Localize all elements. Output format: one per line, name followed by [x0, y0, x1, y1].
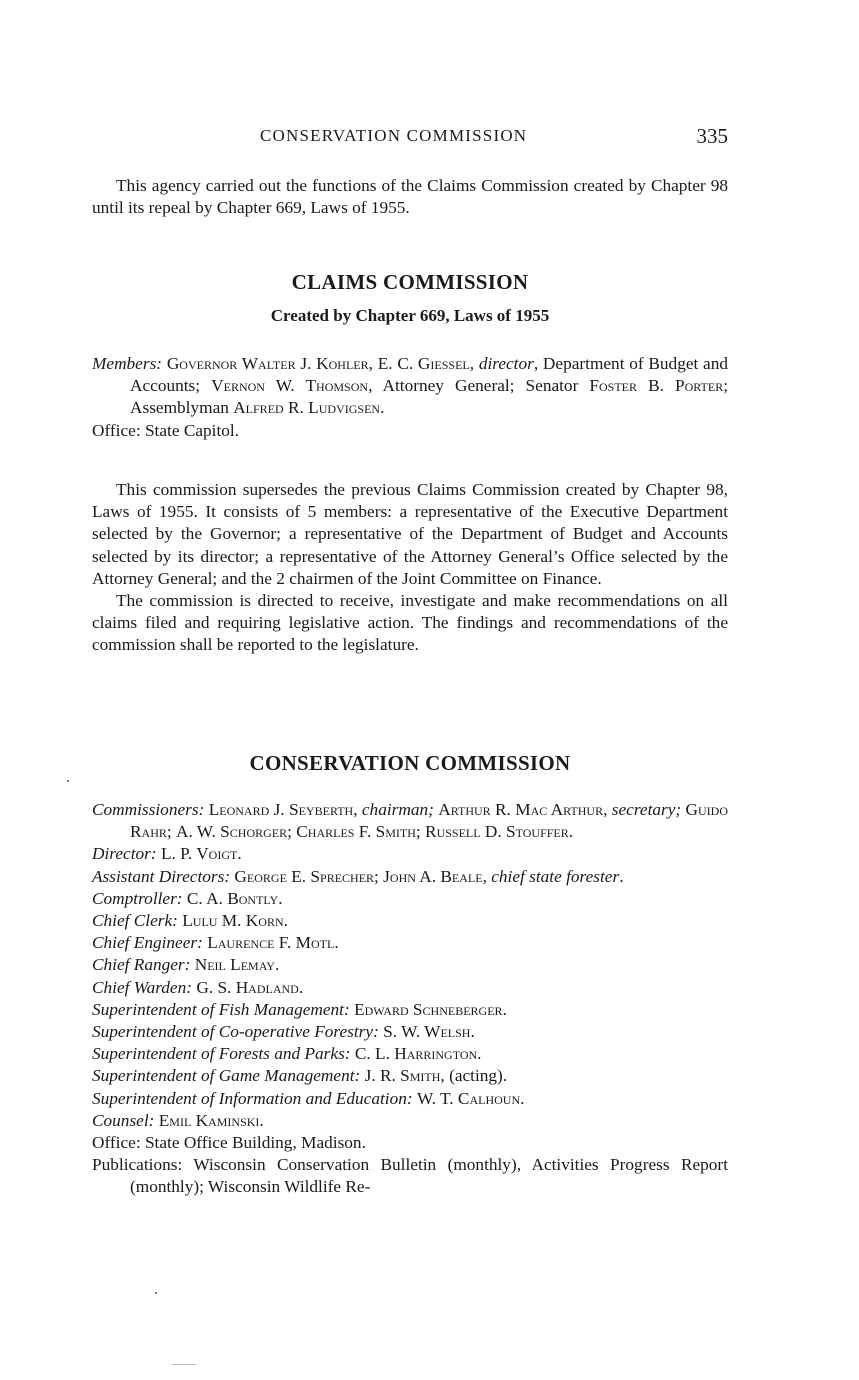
- official-name: C. A. Bontly: [186, 888, 279, 908]
- official-name: C. L. Harrington: [354, 1044, 478, 1064]
- assistant-directors-entry: [92, 866, 728, 888]
- separator: ,: [603, 800, 612, 819]
- claims-members-entry: [92, 353, 728, 420]
- separator: .: [568, 822, 574, 842]
- assistant-director-name: John A. Beale: [383, 866, 483, 886]
- assistant-director-title: chief state forester: [491, 866, 620, 886]
- separator: , Attorney General; Senator: [368, 376, 590, 396]
- official-name: W. T. Calhoun: [416, 1088, 521, 1108]
- commissioner-title: secretary;: [611, 800, 682, 819]
- page-number: 335: [696, 124, 728, 148]
- conservation-publications: Publications: Wisconsin Conservation Bulletin (monthly), Activities Progress Report (monthly); Wisconsin Wildlife Re-: [92, 1155, 728, 1197]
- separator: ,: [482, 866, 492, 886]
- claims-paragraph-2: The commission is directed to receive, investigate and make recommendations on all claims filed and requiring legislative action. The findings and recommendations of the commission shall be reported to the legislature.: [92, 591, 728, 655]
- claims-paragraph-1: This commission supersedes the previous Claims Commission created by Chapter 98, Laws of 1955. It consists of 5 members: a representative of the Executive Department selected by the Governor; a representative of the Department of Budget and Accounts selected by its director; a representative of the Attorney General’s Office selected by the Attorney General; and the 2 chairmen of the Joint Committee on Finance.: [92, 480, 728, 588]
- scan-speck: [67, 780, 69, 782]
- scan-smudge: [172, 1364, 196, 1365]
- member-name: Foster B. Porter: [589, 376, 724, 396]
- official-entry: [92, 1021, 728, 1043]
- commissioner-name: Leonard J. Seyberth: [208, 800, 354, 819]
- scan-speck: [155, 1292, 157, 1294]
- claims-office: Office: State Capitol.: [92, 420, 240, 440]
- commissioners-entry: [92, 799, 728, 843]
- official-entry: [92, 888, 728, 910]
- member-name: Vernon W. Thomson: [211, 376, 369, 396]
- official-suffix: .: [477, 1044, 482, 1064]
- official-suffix: .: [274, 955, 280, 975]
- commissioners-label: Commissioners:: [92, 800, 205, 819]
- director-name: L. P. Voigt: [160, 844, 238, 864]
- separator: .: [380, 398, 385, 418]
- official-label: Superintendent of Fish Management:: [92, 999, 350, 1019]
- official-label: Superintendent of Information and Education:: [92, 1088, 413, 1108]
- separator: ,: [469, 354, 479, 373]
- separator: ;: [415, 822, 426, 842]
- official-name: Edward Schneberger: [354, 999, 503, 1019]
- official-entry: [92, 932, 728, 954]
- commissioner-name: Arthur R. Mac Arthur: [438, 800, 604, 819]
- official-name: S. W. Welsh: [383, 1022, 471, 1042]
- official-name: Emil Kaminski: [158, 1110, 260, 1130]
- director-entry: [92, 843, 728, 865]
- official-label: Chief Engineer:: [92, 933, 203, 953]
- official-entry: [92, 1043, 728, 1065]
- separator: .: [237, 844, 242, 864]
- separator: ;: [166, 822, 176, 842]
- member-title: director: [478, 354, 534, 373]
- claims-commission-subheading: Created by Chapter 669, Laws of 1955: [270, 306, 550, 325]
- official-entry: [92, 1065, 728, 1087]
- claims-description: [92, 479, 728, 657]
- director-label: Director:: [92, 844, 157, 864]
- official-label: Comptroller:: [92, 888, 183, 908]
- official-entry: [92, 999, 728, 1021]
- commissioner-name: Guido Rahr: [130, 800, 729, 842]
- official-name: Laurence F. Motl: [207, 933, 335, 953]
- claims-commission-heading: CLAIMS COMMISSION: [291, 270, 529, 294]
- official-entry: [92, 1088, 728, 1110]
- official-name: J. R. Smith: [364, 1066, 441, 1086]
- running-title: CONSERVATION COMMISSION: [260, 126, 528, 145]
- commissioner-title: chairman;: [361, 800, 434, 819]
- official-entry: [92, 954, 728, 976]
- official-name: Neil Lemay: [194, 955, 275, 975]
- member-name: E. C. Giessel: [377, 354, 470, 373]
- conservation-officers-section: [92, 799, 728, 1199]
- official-suffix: .: [298, 977, 304, 997]
- official-suffix: .: [278, 888, 283, 908]
- official-name: Lulu M. Korn: [182, 911, 284, 931]
- official-entry: [92, 1110, 728, 1132]
- official-name: G. S. Hadland: [196, 977, 299, 997]
- member-name: Governor Walter J. Kohler: [166, 354, 369, 373]
- commissioner-name: A. W. Schorger: [176, 822, 288, 842]
- conservation-office: Office: State Office Building, Madison.: [92, 1133, 366, 1153]
- member-name: Alfred R. Ludvigsen: [233, 398, 381, 418]
- claims-members-section: [92, 353, 728, 442]
- separator: ,: [368, 354, 378, 373]
- assistant-directors-label: Assistant Directors:: [92, 866, 231, 886]
- official-suffix: .: [520, 1088, 525, 1108]
- official-label: Chief Clerk:: [92, 911, 178, 931]
- official-suffix: , (acting).: [440, 1066, 508, 1086]
- official-label: Superintendent of Co-operative Forestry:: [92, 1022, 379, 1042]
- official-suffix: .: [283, 911, 288, 931]
- commissioner-name: Charles F. Smith: [296, 822, 416, 842]
- running-header: [92, 124, 728, 154]
- official-suffix: .: [502, 999, 507, 1019]
- official-suffix: .: [259, 1110, 264, 1130]
- official-label: Superintendent of Game Management:: [92, 1066, 361, 1086]
- separator: .: [619, 866, 624, 886]
- conservation-commission-heading: CONSERVATION COMMISSION: [249, 751, 571, 775]
- separator: ;: [374, 866, 384, 886]
- official-suffix: .: [334, 933, 339, 953]
- separator: ; Assemblyman: [130, 376, 729, 418]
- official-label: Superintendent of Forests and Parks:: [92, 1044, 351, 1064]
- official-label: Chief Ranger:: [92, 955, 191, 975]
- commissioner-name: Russell D. Stouffer: [425, 822, 569, 842]
- intro-paragraph: This agency carried out the functions of the Claims Commission created by Chapter 98 until its repeal by Chapter 669, Laws of 1955.: [92, 176, 728, 218]
- official-suffix: .: [470, 1022, 475, 1042]
- assistant-director-name: George E. Sprecher: [234, 866, 375, 886]
- official-label: Counsel:: [92, 1110, 155, 1130]
- intro-section: [92, 175, 728, 219]
- official-label: Chief Warden:: [92, 977, 192, 997]
- official-entry: [92, 977, 728, 999]
- separator: ;: [287, 822, 297, 842]
- separator: ,: [353, 800, 362, 819]
- official-entry: [92, 910, 728, 932]
- members-label: Members:: [92, 354, 163, 373]
- separator: , Department of Budget and Accounts;: [130, 354, 729, 396]
